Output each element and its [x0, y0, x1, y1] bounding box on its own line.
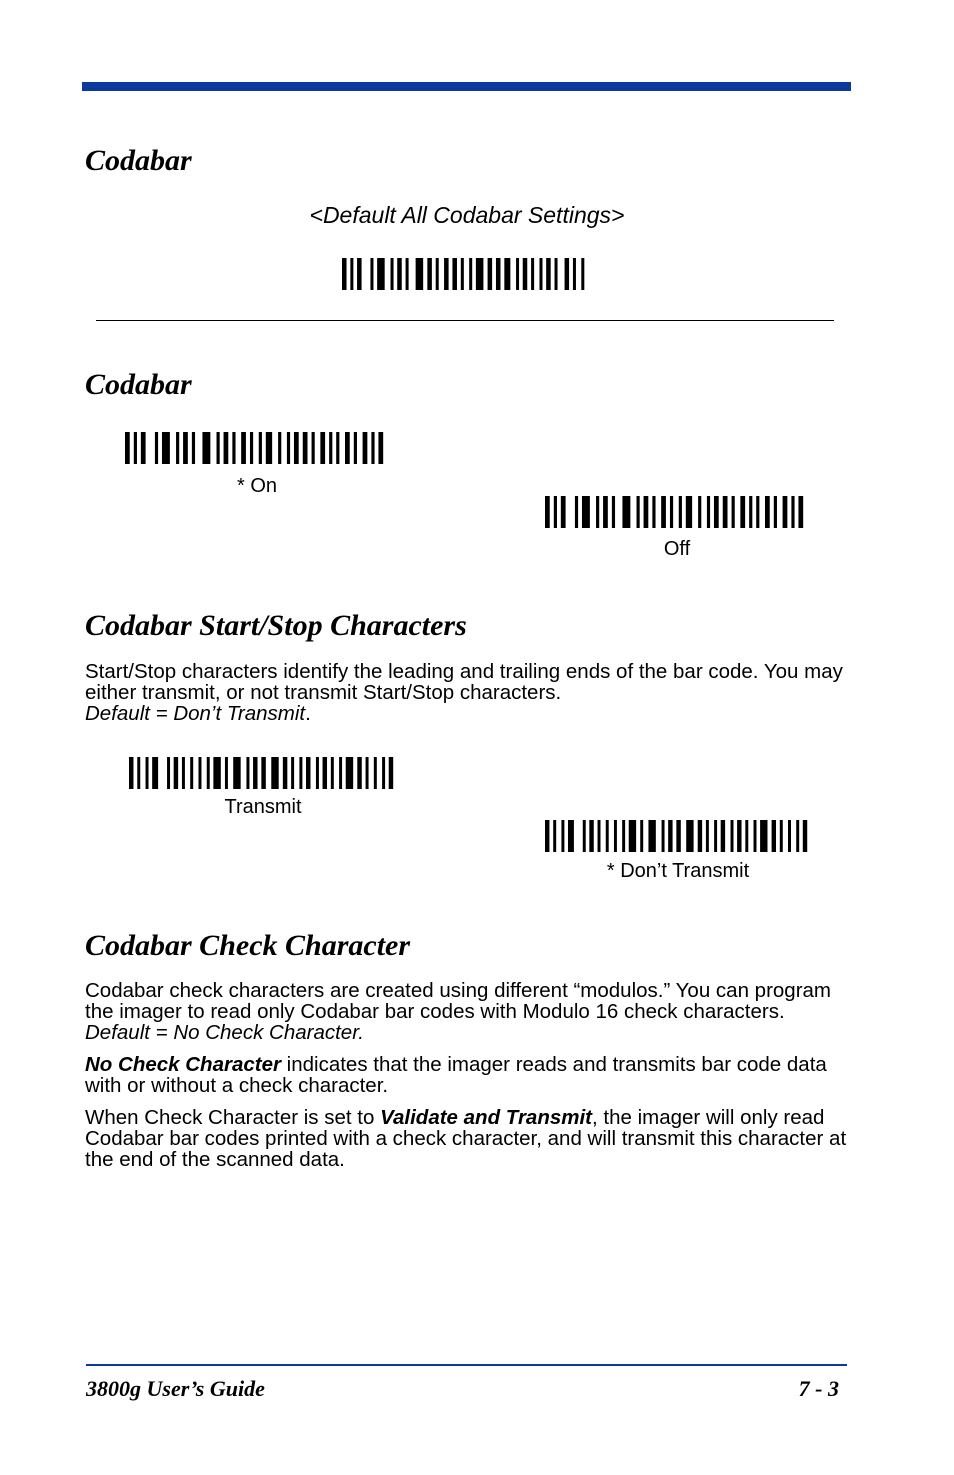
- barcode-bar: [803, 820, 807, 852]
- barcode-bar: [299, 757, 302, 789]
- transmit-barcode[interactable]: [129, 757, 397, 789]
- check-character-text: Codabar check characters are created using different “modulos.” You can program the imager to read only Codabar bar codes with Modulo 16 check characters.: [85, 979, 832, 1023]
- footer-guide-title: 3800g User’s Guide: [86, 1376, 265, 1401]
- barcode-bar: [582, 496, 590, 528]
- barcode-bar: [331, 757, 334, 789]
- section-divider: [96, 320, 834, 321]
- check-character-description: [85, 980, 855, 1170]
- barcode-bar: [291, 757, 294, 789]
- barcode-bar: [745, 820, 748, 852]
- barcode-bar: [573, 258, 576, 290]
- barcode-bar: [266, 432, 272, 464]
- section-heading-check-character: Codabar Check Character: [85, 929, 411, 962]
- barcode-bar: [640, 820, 643, 852]
- barcode-bar: [155, 432, 158, 464]
- barcode-bar: [686, 820, 693, 852]
- barcode-bar: [294, 432, 299, 464]
- barcode-bar: [137, 757, 140, 789]
- barcode-bar: [316, 757, 319, 789]
- barcode-bar: [668, 820, 672, 852]
- barcode-bar: [698, 820, 702, 852]
- barcode-bar: [731, 820, 734, 852]
- barcode-bar: [568, 820, 574, 852]
- barcode-bar: [320, 432, 325, 464]
- default-all-codabar-settings-caption: <Default All Codabar Settings>: [309, 202, 625, 228]
- barcode-bar: [357, 757, 361, 789]
- barcode-bar: [162, 432, 170, 464]
- barcode-bar: [545, 820, 549, 852]
- barcode-bar: [796, 820, 799, 852]
- barcode-bar: [346, 757, 353, 789]
- barcode-bar: [250, 432, 253, 464]
- barcode-bar: [278, 432, 281, 464]
- barcode-bar: [342, 258, 347, 290]
- start-stop-text: Start/Stop characters identify the leading and trailing ends of the bar code. You may either transmit, or not transmit Start/Stop characters.: [85, 660, 843, 704]
- barcode-bar: [575, 496, 578, 528]
- barcode-bar: [134, 432, 137, 464]
- barcode-bar: [732, 496, 735, 528]
- barcode-bar: [583, 820, 586, 852]
- barcode-bar: [707, 496, 710, 528]
- barcode-bar: [225, 757, 228, 789]
- barcode-bar: [622, 496, 630, 528]
- barcode-bar: [798, 496, 803, 528]
- barcode-bar: [772, 820, 776, 852]
- barcode-bar: [644, 496, 649, 528]
- codabar-on-barcode[interactable]: [125, 432, 389, 464]
- barcode-bar: [598, 820, 601, 852]
- barcode-bar: [565, 258, 570, 290]
- barcode-bar: [488, 258, 493, 290]
- barcode-bar: [323, 757, 327, 789]
- barcode-bar: [374, 757, 377, 789]
- barcode-bar: [217, 432, 220, 464]
- start-stop-default-period: .: [305, 702, 311, 725]
- barcode-bar: [756, 496, 759, 528]
- barcode-bar: [723, 496, 728, 528]
- validate-transmit-post: , the imager will only read Codabar bar codes printed with a check character, and will transmit this character at the end of the scanned data.: [85, 1106, 847, 1171]
- barcode-bar: [622, 820, 625, 852]
- codabar-on-label: * On: [236, 475, 278, 497]
- barcode-bar: [686, 496, 692, 528]
- barcode-bar: [125, 432, 130, 464]
- barcode-bar: [207, 757, 210, 789]
- barcode-bar: [202, 432, 210, 464]
- barcode-bar: [198, 757, 201, 789]
- barcode-bar: [504, 258, 510, 290]
- barcode-bar: [523, 258, 528, 290]
- header-bar: [82, 82, 851, 91]
- barcode-bar: [190, 757, 193, 789]
- no-check-character-text: indicates that the imager reads and transmits bar code data with or without a check character.: [85, 1053, 827, 1097]
- no-check-character-term: No Check Character: [85, 1053, 281, 1076]
- barcode-bar: [737, 820, 741, 852]
- barcode-bar: [141, 432, 146, 464]
- barcode-bar: [553, 820, 556, 852]
- barcode-bar: [174, 757, 178, 789]
- barcode-bar: [397, 258, 402, 290]
- barcode-bar: [246, 757, 249, 789]
- barcode-bar: [539, 258, 542, 290]
- barcode-bar: [303, 432, 308, 464]
- barcode-bar: [714, 820, 717, 852]
- barcode-bar: [612, 496, 615, 528]
- barcode-bar: [176, 432, 179, 464]
- barcode-bar: [561, 496, 566, 528]
- barcode-bar: [596, 496, 599, 528]
- barcode-bar: [780, 820, 783, 852]
- barcode-bar: [661, 496, 666, 528]
- start-stop-default: Default = Don’t Transmit: [85, 702, 306, 725]
- barcode-bar: [167, 757, 170, 789]
- barcode-bar: [152, 757, 158, 789]
- barcode-bar: [354, 432, 357, 464]
- barcode-bar: [350, 258, 353, 290]
- barcode-bar: [370, 258, 373, 290]
- barcode-bar: [516, 258, 519, 290]
- barcode-bar: [546, 258, 551, 290]
- barcode-bar: [357, 258, 362, 290]
- barcode-bar: [371, 432, 374, 464]
- barcode-bar: [389, 757, 393, 789]
- barcode-bar: [637, 496, 640, 528]
- barcode-bar: [606, 820, 609, 852]
- start-stop-description: [85, 661, 855, 724]
- barcode-bar: [329, 432, 332, 464]
- barcode-bar: [706, 820, 709, 852]
- dont-transmit-barcode[interactable]: [545, 820, 811, 852]
- barcode-bar: [283, 757, 287, 789]
- barcode-bar: [760, 820, 767, 852]
- barcode-bar: [476, 258, 484, 290]
- barcode-bar: [259, 432, 262, 464]
- barcode-bar: [416, 258, 424, 290]
- barcode-bar: [146, 757, 149, 789]
- barcode-bar: [614, 820, 617, 852]
- barcode-bar: [496, 258, 501, 290]
- barcode-bar: [740, 496, 745, 528]
- barcode-bar: [461, 258, 464, 290]
- section-heading-codabar: Codabar: [85, 368, 192, 401]
- barcode-bar: [241, 432, 246, 464]
- barcode-bar: [233, 757, 240, 789]
- barcode-bar: [452, 258, 457, 290]
- barcode-bar: [648, 820, 655, 852]
- barcode-bar: [427, 258, 432, 290]
- barcode-bar: [555, 258, 558, 290]
- barcode-bar: [444, 258, 449, 290]
- barcode-bar: [406, 258, 409, 290]
- barcode-bar: [765, 496, 770, 528]
- barcode-bar: [774, 496, 777, 528]
- barcode-bar: [192, 432, 195, 464]
- barcode-bar: [531, 258, 534, 290]
- barcode-bar: [721, 820, 725, 852]
- barcode-bar: [363, 432, 368, 464]
- barcode-bar: [366, 757, 369, 789]
- barcode-bar: [182, 757, 185, 789]
- barcode-bar: [749, 496, 752, 528]
- barcode-bar: [339, 757, 342, 789]
- barcode-bar: [679, 496, 682, 528]
- validate-and-transmit-term: Validate and Transmit: [380, 1106, 592, 1129]
- section-heading-codabar-default: Codabar: [85, 144, 192, 177]
- dont-transmit-label: * Don’t Transmit: [606, 860, 750, 882]
- barcode-bar: [378, 432, 383, 464]
- barcode-bar: [589, 820, 593, 852]
- barcode-bar: [629, 820, 636, 852]
- barcode-bar: [253, 757, 257, 789]
- barcode-bar: [232, 432, 235, 464]
- barcode-bar: [382, 757, 385, 789]
- codabar-off-label: Off: [663, 538, 691, 560]
- barcode-bar: [312, 432, 315, 464]
- barcode-bar: [581, 258, 584, 290]
- barcode-bar: [224, 432, 229, 464]
- barcode-bar: [554, 496, 557, 528]
- default-all-codabar-barcode[interactable]: [342, 258, 588, 290]
- section-heading-start-stop: Codabar Start/Stop Characters: [85, 609, 467, 642]
- validate-transmit-pre: When Check Character is set to: [85, 1106, 381, 1129]
- check-character-default: Default = No Check Character.: [85, 1021, 364, 1044]
- barcode-bar: [261, 757, 265, 789]
- barcode-bar: [271, 757, 278, 789]
- barcode-bar: [436, 258, 439, 290]
- barcode-bar: [652, 496, 655, 528]
- footer-rule: [86, 1364, 847, 1366]
- barcode-bar: [183, 432, 188, 464]
- barcode-bar: [336, 432, 339, 464]
- barcode-bar: [377, 258, 385, 290]
- barcode-bar: [391, 258, 394, 290]
- barcode-bar: [714, 496, 719, 528]
- barcode-bar: [670, 496, 673, 528]
- barcode-bar: [676, 820, 680, 852]
- barcode-bar: [213, 757, 220, 789]
- codabar-off-barcode[interactable]: [545, 496, 809, 528]
- footer-page-number: 7 - 3: [798, 1376, 839, 1401]
- barcode-bar: [754, 820, 757, 852]
- barcode-bar: [469, 258, 472, 290]
- transmit-label: Transmit: [224, 796, 302, 818]
- barcode-bar: [662, 820, 665, 852]
- barcode-bar: [783, 496, 788, 528]
- barcode-bar: [306, 757, 310, 789]
- barcode-bar: [287, 432, 290, 464]
- barcode-bar: [603, 496, 608, 528]
- barcode-bar: [788, 820, 791, 852]
- barcode-bar: [698, 496, 701, 528]
- barcode-bar: [561, 820, 564, 852]
- barcode-bar: [545, 496, 550, 528]
- barcode-bar: [345, 432, 350, 464]
- barcode-bar: [129, 757, 133, 789]
- barcode-bar: [791, 496, 794, 528]
